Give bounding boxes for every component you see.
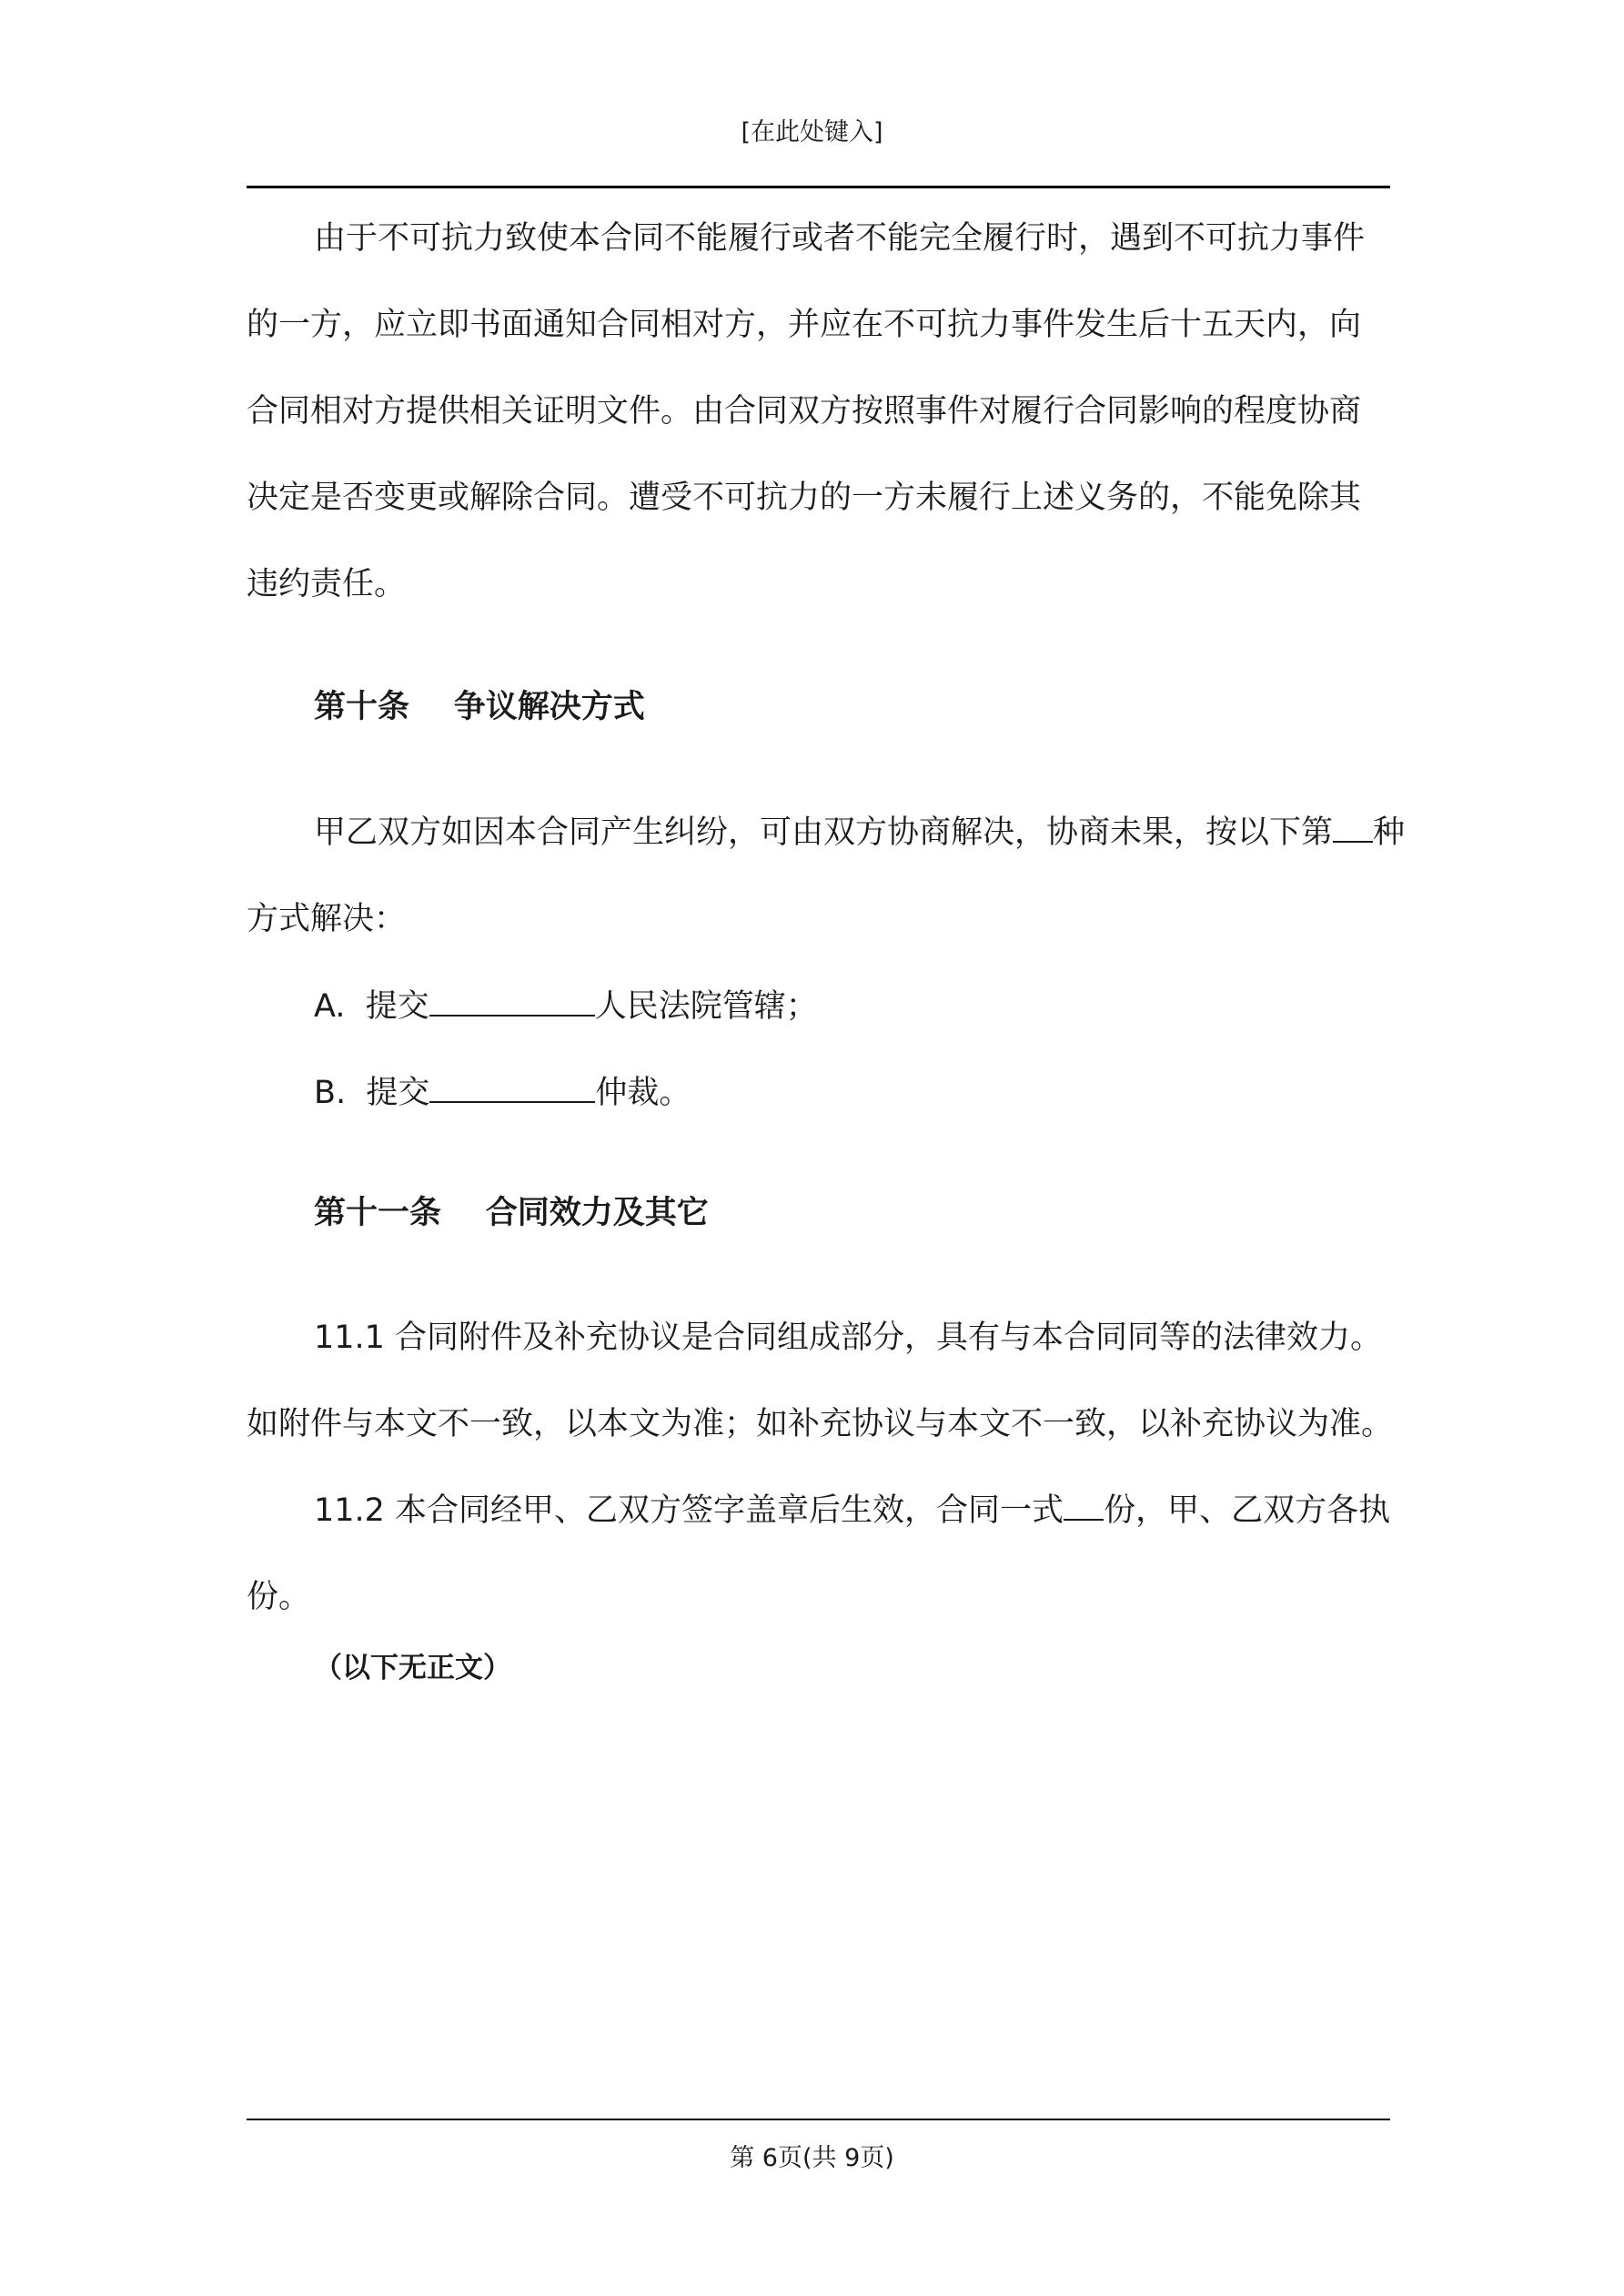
page-number: 第 6页(共 9页) bbox=[730, 2144, 894, 2172]
clause-11-2-text: 11.2 本合同经甲、乙双方签字盖章后生效，合同一式 bbox=[314, 1492, 1064, 1529]
arbitration-name-blank[interactable] bbox=[429, 1067, 595, 1103]
court-name-blank[interactable] bbox=[429, 980, 595, 1017]
article-10-intro bbox=[247, 790, 1406, 963]
article-10-heading: 第十条 争议解决方式 bbox=[314, 689, 645, 725]
copies-count-blank[interactable] bbox=[1064, 1484, 1104, 1521]
article-10-intro-line2: 方式解决： bbox=[247, 901, 407, 937]
article-10-intro-line1 bbox=[247, 790, 1406, 876]
clause-11-1-line1: 11.1 合同附件及补充协议是合同组成部分，具有与本合同同等的法律效力。 bbox=[314, 1320, 1383, 1356]
clause-11-2-line2: 份。 bbox=[247, 1579, 311, 1615]
option-a-prefix: A. 提交 bbox=[314, 988, 429, 1025]
clause-11-2-text-end: 份，甲、乙双方各执 bbox=[1104, 1492, 1391, 1529]
article-11-heading: 第十一条 合同效力及其它 bbox=[314, 1195, 709, 1231]
clause-11-1-line2: 如附件与本文不一致，以本文为准；如补充协议与本文不一致，以补充协议为准。 bbox=[247, 1406, 1394, 1442]
option-b bbox=[314, 1067, 691, 1116]
intro-text: 甲乙双方如因本合同产生纠纷，可由双方协商解决，协商未果，按以下第 bbox=[314, 814, 1334, 851]
force-majeure-paragraph bbox=[247, 196, 1397, 628]
intro-text-end: 种 bbox=[1373, 814, 1406, 851]
option-a bbox=[314, 980, 818, 1029]
paragraph-line: 合同相对方提供相关证明文件。由合同双方按照事件对履行合同影响的程度协商 bbox=[247, 393, 1362, 430]
paragraph-line: 由于不可抗力致使本合同不能履行或者不能完全履行时，遇到不可抗力事件 bbox=[314, 220, 1366, 257]
option-b-prefix: B. 提交 bbox=[314, 1075, 430, 1111]
page-header: [在此处键入] bbox=[741, 118, 883, 147]
header-divider bbox=[247, 186, 1390, 188]
option-a-suffix: 人民法院管辖； bbox=[594, 988, 818, 1025]
method-number-blank[interactable] bbox=[1333, 806, 1373, 843]
option-b-suffix: 仲裁。 bbox=[595, 1075, 691, 1111]
paragraph-line: 违约责任。 bbox=[247, 566, 407, 602]
paragraph-line: 的一方，应立即书面通知合同相对方，并应在不可抗力事件发生后十五天内，向 bbox=[247, 307, 1362, 343]
paragraph-line: 决定是否变更或解除合同。遭受不可抗力的一方未履行上述义务的，不能免除其 bbox=[247, 480, 1362, 516]
footer-divider bbox=[247, 2119, 1390, 2120]
end-of-text-note: （以下无正文） bbox=[314, 1652, 511, 1684]
clause-11-1 bbox=[247, 1295, 1397, 1641]
clause-11-2-line1 bbox=[247, 1468, 1397, 1554]
